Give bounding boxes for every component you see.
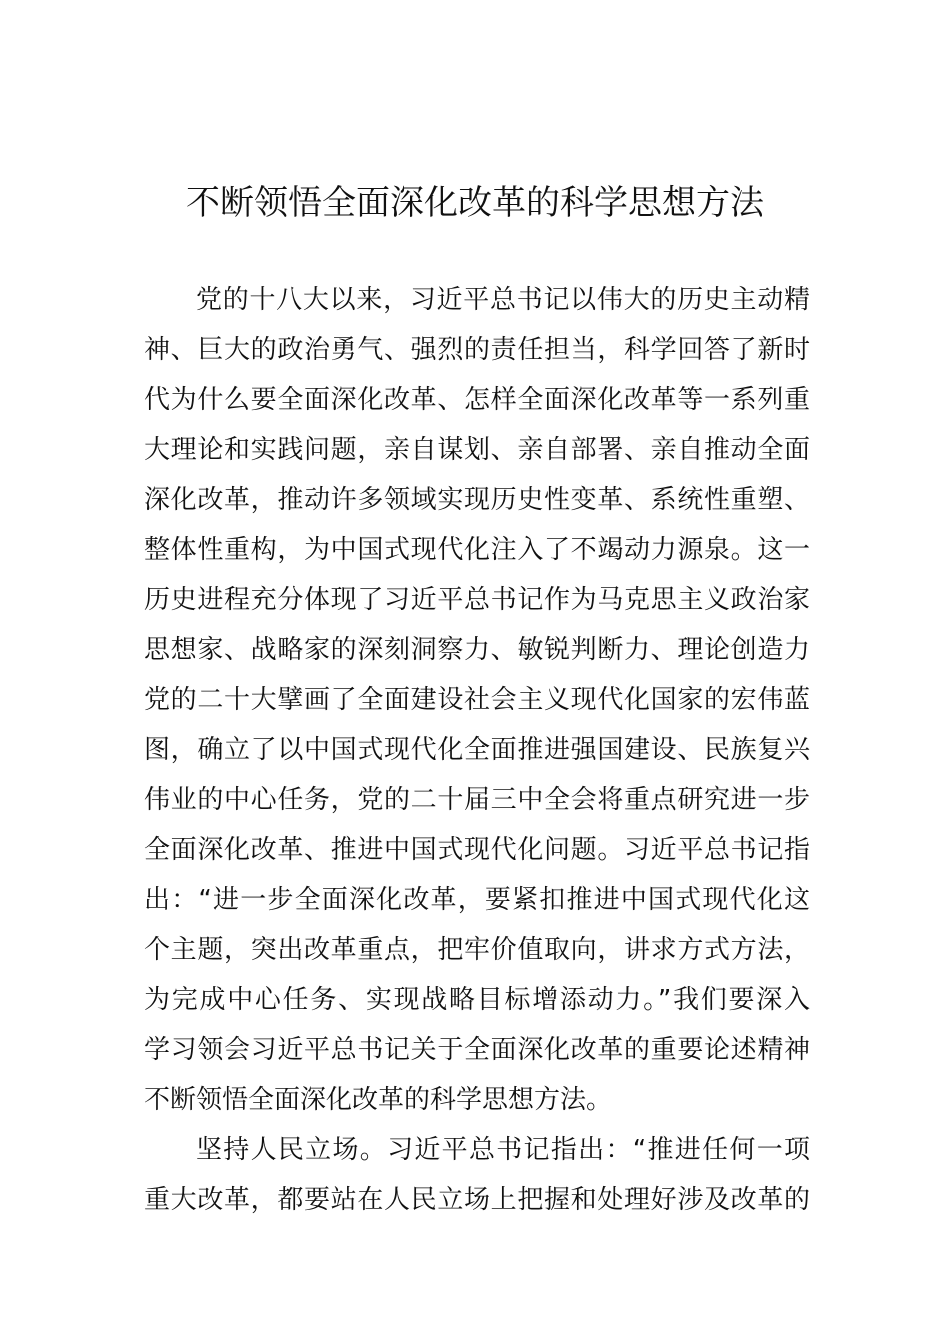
paragraph-line: 坚持人民立场。习近平总书记指出：“推进任何一项 [196,1135,810,1165]
paragraph-line: 图，确立了以中国式现代化全面推进强国建设、民族复兴 [144,735,810,765]
paragraph-line: 全面深化改革、推进中国式现代化问题。习近平总书记指 [144,835,810,865]
paragraph-line: 神、巨大的政治勇气、强烈的责任担当，科学回答了新时 [144,335,810,365]
paragraph-line: 个主题，突出改革重点，把牢价值取向，讲求方式方法， [144,935,810,965]
document-body [144,275,810,1225]
paragraph-line: 重大改革，都要站在人民立场上把握和处理好涉及改革的 [144,1185,810,1215]
paragraph-line: 伟业的中心任务，党的二十届三中全会将重点研究进一步 [144,785,810,815]
paragraph-line: 代为什么要全面深化改革、怎样全面深化改革等一系列重 [144,385,810,415]
paragraph-line: 思想家、战略家的深刻洞察力、敏锐判断力、理论创造力 [144,635,810,665]
paragraph-line: 整体性重构，为中国式现代化注入了不竭动力源泉。这一 [144,535,810,565]
paragraph-line: 不断领悟全面深化改革的科学思想方法。 [144,1085,613,1115]
paragraph-line: 出：“进一步全面深化改革，要紧扣推进中国式现代化这 [144,885,810,915]
paragraph-line: 学习领会习近平总书记关于全面深化改革的重要论述精神 [144,1035,810,1065]
paragraph-line: 历史进程充分体现了习近平总书记作为马克思主义政治家 [144,585,810,615]
paragraph-line: 党的二十大擘画了全面建设社会主义现代化国家的宏伟蓝 [144,685,810,715]
document-title: 不断领悟全面深化改革的科学思想方法 [186,183,764,223]
paragraph-line: 深化改革，推动许多领域实现历史性变革、系统性重塑、 [144,485,810,515]
paragraph-line: 为完成中心任务、实现战略目标增添动力。”我们要深入 [144,985,810,1015]
paragraph-line: 大理论和实践问题，亲自谋划、亲自部署、亲自推动全面 [144,435,810,465]
paragraph-line: 党的十八大以来，习近平总书记以伟大的历史主动精 [196,285,810,315]
